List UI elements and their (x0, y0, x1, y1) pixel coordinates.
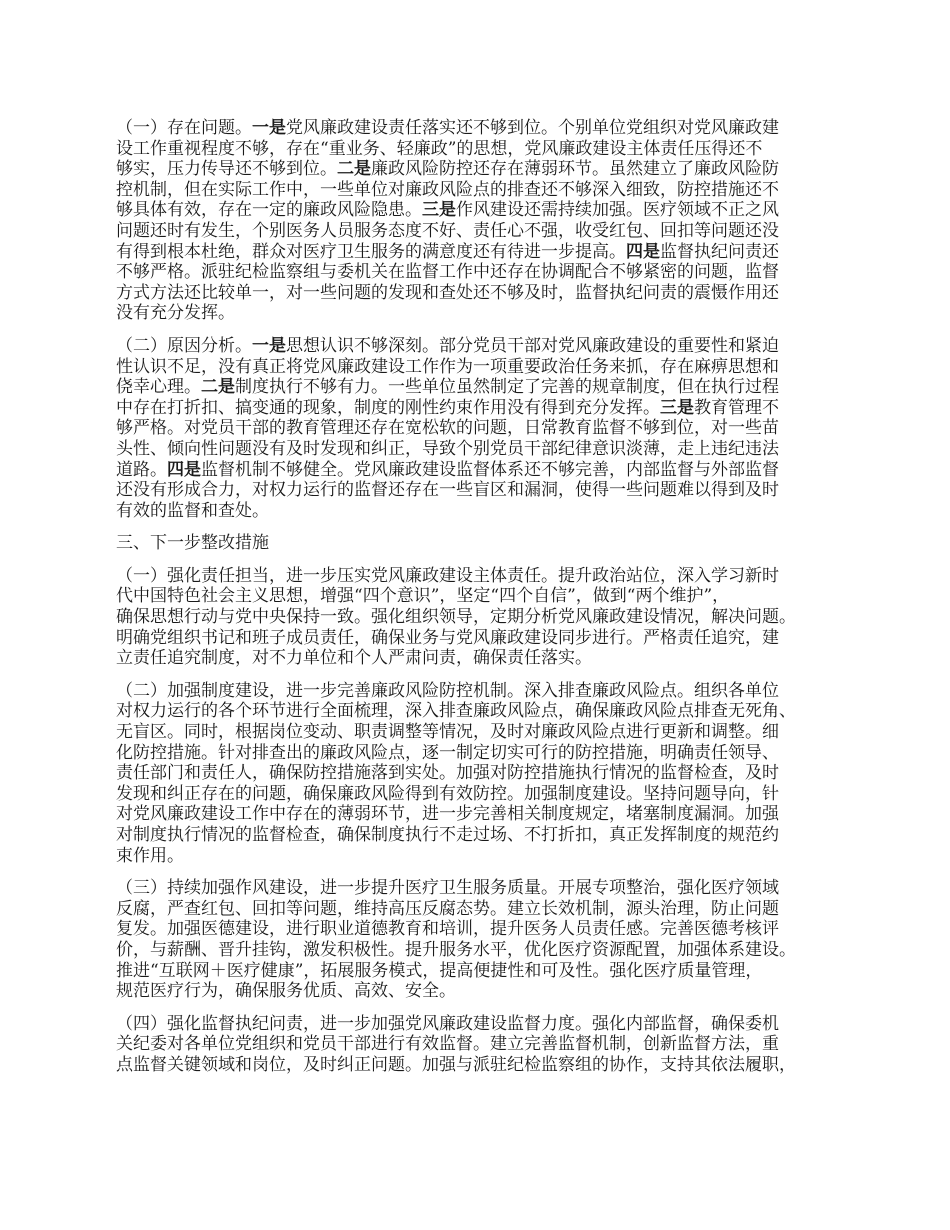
text-line (116, 1055, 840, 1076)
text-line (116, 981, 840, 1002)
text-run: 够实，压力传导还不够到位。 (116, 159, 337, 180)
text-run: 对党风廉政建设工作中存在的薄弱环节，进一步完善相关制度规定，堵塞制度漏洞。加强 (116, 804, 779, 825)
text-run: 责任部门和责任人，确保防控措施落到实处。加强对防控措施执行情况的监督检查，及时 (116, 763, 779, 784)
text-run: 监督机制不够健全。党风廉政建设监督体系还不够完善，内部监督与外部监督 (201, 459, 779, 480)
text-line (116, 439, 840, 460)
text-line (116, 648, 840, 669)
text-run: 点监督关键领域和岗位，及时纠正问题。加强与派驻纪检监察组的协作，支持其依法履职， (116, 1054, 796, 1075)
measure-1-paragraph (116, 566, 840, 669)
text-run: 对制度执行情况的监督检查，确保制度执行不走过场、不打折扣，真正发挥制度的规范约 (116, 825, 779, 845)
text-line (116, 262, 840, 283)
text-run: （一）存在问题。 (116, 118, 252, 138)
text-run: 侥幸心理。 (116, 377, 201, 398)
text-line (116, 398, 840, 419)
text-run: 监督执纪问责还 (660, 241, 779, 262)
text-run: 明确党组织书记和班子成员责任，确保业务与党风廉政建设同步进行。严格责任追究，建 (116, 627, 779, 648)
text-run: 设工作重视程度不够，存在“重业务、轻廉政”的思想，党风廉政建设主体责任压得还不 (116, 138, 763, 159)
text-line (116, 480, 840, 501)
text-run: 化防控措施。针对排查出的廉政风险点，逐一制定切实可行的防控措施，明确责任领导、 (116, 742, 779, 763)
text-line (116, 357, 840, 378)
bold-marker: 四是 (167, 459, 201, 480)
text-run: 规范医疗行为，确保服务优质、高效、安全。 (116, 981, 456, 1002)
text-line (116, 878, 840, 899)
text-line (116, 961, 840, 982)
text-run: 立责任追究制度，对不力单位和个人严肃问责，确保责任落实。 (116, 648, 592, 669)
text-line (116, 784, 840, 805)
text-run: 没有充分发挥。 (116, 303, 235, 324)
section-heading-next-steps: 三、下一步整改措施 (116, 533, 269, 554)
text-line (116, 846, 840, 867)
bold-marker: 三是 (422, 200, 456, 221)
text-line (116, 825, 840, 846)
text-run: 够具体有效，存在一定的廉政风险隐患。 (116, 200, 422, 221)
text-line (116, 377, 840, 398)
text-run: 够严格。对党员干部的教育管理还存在宽松软的问题，日常教育监督不够到位，对一些苗 (116, 418, 779, 439)
text-run: 对权力运行的各个环节进行全面梳理，深入排查廉政风险点，确保廉政风险点排查无死角、 (116, 701, 796, 722)
text-line (116, 118, 840, 139)
text-run: （二）原因分析。 (116, 335, 252, 356)
causes-paragraph (116, 336, 840, 521)
text-run: 廉政风险防控还存在薄弱环节。虽然建立了廉政风险防 (371, 159, 779, 180)
text-run: 代中国特色社会主义思想，增强“四个意识”，坚定“四个自信”，做到“两个维护”， (116, 586, 730, 607)
text-line (116, 1034, 840, 1055)
text-run: 思想认识不够深刻。部分党员干部对党风廉政建设的重要性和紧迫 (286, 335, 779, 356)
text-run: 复发。加强医德建设，进行职业道德教育和培训，提升医务人员责任感。完善医德考核评 (116, 919, 779, 940)
document-page (116, 118, 840, 1088)
text-run: 价，与薪酬、晋升挂钩，激发积极性。提升服务水平，优化医疗资源配置，加强体系建设。 (116, 939, 796, 960)
text-run: 无盲区。同时，根据岗位变动、职责调整等情况，及时对廉政风险点进行更新和调整。细 (116, 722, 779, 743)
text-line (116, 763, 840, 784)
text-run: 方式方法还比较单一，对一些问题的发现和查处还不够及时，监督执纪问责的震慑作用还 (116, 282, 779, 303)
text-run: 确保思想行动与党中央保持一致。强化组织领导，定期分析党风廉政建设情况，解决问题。 (116, 607, 796, 628)
bold-marker: 二是 (201, 377, 235, 398)
text-line (116, 159, 840, 180)
text-run: 反腐，严查红包、回扣等问题，维持高压反腐态势。建立长效机制，源头治理，防止问题 (116, 898, 779, 919)
text-line (116, 303, 840, 324)
text-line (116, 681, 840, 702)
text-line (116, 460, 840, 481)
text-line (116, 586, 840, 607)
text-line (116, 899, 840, 920)
problems-paragraph (116, 118, 840, 324)
text-run: 道路。 (116, 459, 167, 480)
text-line (116, 501, 840, 522)
text-run: 作风建设还需持续加强。医疗领域不正之风 (456, 200, 779, 221)
text-line (116, 283, 840, 304)
text-run: 推进“互联网＋医疗健康”，拓展服务模式，提高便捷性和可及性。强化医疗质量管理， (116, 960, 763, 981)
text-run: 问题还时有发生，个别医务人员服务态度不好、责任心不强，收受红包、回扣等问题还没 (116, 220, 779, 241)
text-line (116, 607, 840, 628)
text-line (116, 566, 840, 587)
text-line (116, 1014, 840, 1035)
measure-3-paragraph (116, 878, 840, 1002)
text-run: 有效的监督和查处。 (116, 500, 269, 521)
text-run: 还没有形成合力，对权力运行的监督还存在一些盲区和漏洞，使得一些问题难以得到及时 (116, 480, 779, 501)
text-run: 控机制，但在实际工作中，一些单位对廉政风险点的排查还不够深入细致，防控措施还不 (116, 179, 779, 200)
text-run: （三）持续加强作风建设，进一步提升医疗卫生服务质量。开展专项整治，强化医疗领域 (116, 878, 779, 899)
text-line (116, 418, 840, 439)
bold-marker: 一是 (252, 118, 286, 138)
text-run: 性认识不足，没有真正将党风廉政建设工作作为一项重要政治任务来抓，存在麻痹思想和 (116, 356, 779, 377)
text-line (116, 200, 840, 221)
measure-2-paragraph (116, 681, 840, 866)
text-line (116, 743, 840, 764)
text-run: 发现和纠正存在的问题，确保廉政风险得到有效防控。加强制度建设。坚持问题导向，针 (116, 783, 779, 804)
text-line (116, 139, 840, 160)
text-line (116, 242, 840, 263)
text-line (116, 919, 840, 940)
bold-marker: 四是 (626, 241, 660, 262)
text-line (116, 722, 840, 743)
text-run: 党风廉政建设责任落实还不够到位。个别单位党组织对党风廉政建 (286, 118, 779, 138)
text-run: 教育管理不 (694, 397, 779, 418)
text-run: （四）强化监督执纪问责，进一步加强党风廉政建设监督力度。强化内部监督，确保委机 (116, 1013, 779, 1034)
text-line (116, 628, 840, 649)
text-run: 不够严格。派驻纪检监察组与委机关在监督工作中还存在协调配合不够紧密的问题，监督 (116, 262, 779, 283)
bold-marker: 一是 (252, 335, 286, 356)
text-line (116, 804, 840, 825)
bold-marker: 二是 (337, 159, 371, 180)
text-line (116, 221, 840, 242)
text-line (116, 336, 840, 357)
text-run: 制度执行不够有力。一些单位虽然制定了完善的规章制度，但在执行过程 (235, 377, 779, 398)
text-run: （一）强化责任担当，进一步压实党风廉政建设主体责任。提升政治站位，深入学习新时 (116, 565, 779, 586)
text-run: 有得到根本杜绝，群众对医疗卫生服务的满意度还有待进一步提高。 (116, 241, 626, 262)
text-run: 头性、倾向性问题没有及时发现和纠正，导致个别党员干部纪律意识淡薄，走上违纪违法 (116, 438, 779, 459)
text-run: 束作用。 (116, 845, 184, 866)
bold-marker: 三是 (660, 397, 694, 418)
text-line (116, 180, 840, 201)
text-run: 关纪委对各单位党组织和党员干部进行有效监督。建立完善监督机制，创新监督方法，重 (116, 1034, 779, 1055)
measure-4-paragraph (116, 1014, 840, 1076)
text-run: 中存在打折扣、搞变通的现象，制度的刚性约束作用没有得到充分发挥。 (116, 397, 660, 418)
text-line (116, 701, 840, 722)
text-run: （二）加强制度建设，进一步完善廉政风险防控机制。深入排查廉政风险点。组织各单位 (116, 680, 779, 701)
text-line (116, 940, 840, 961)
